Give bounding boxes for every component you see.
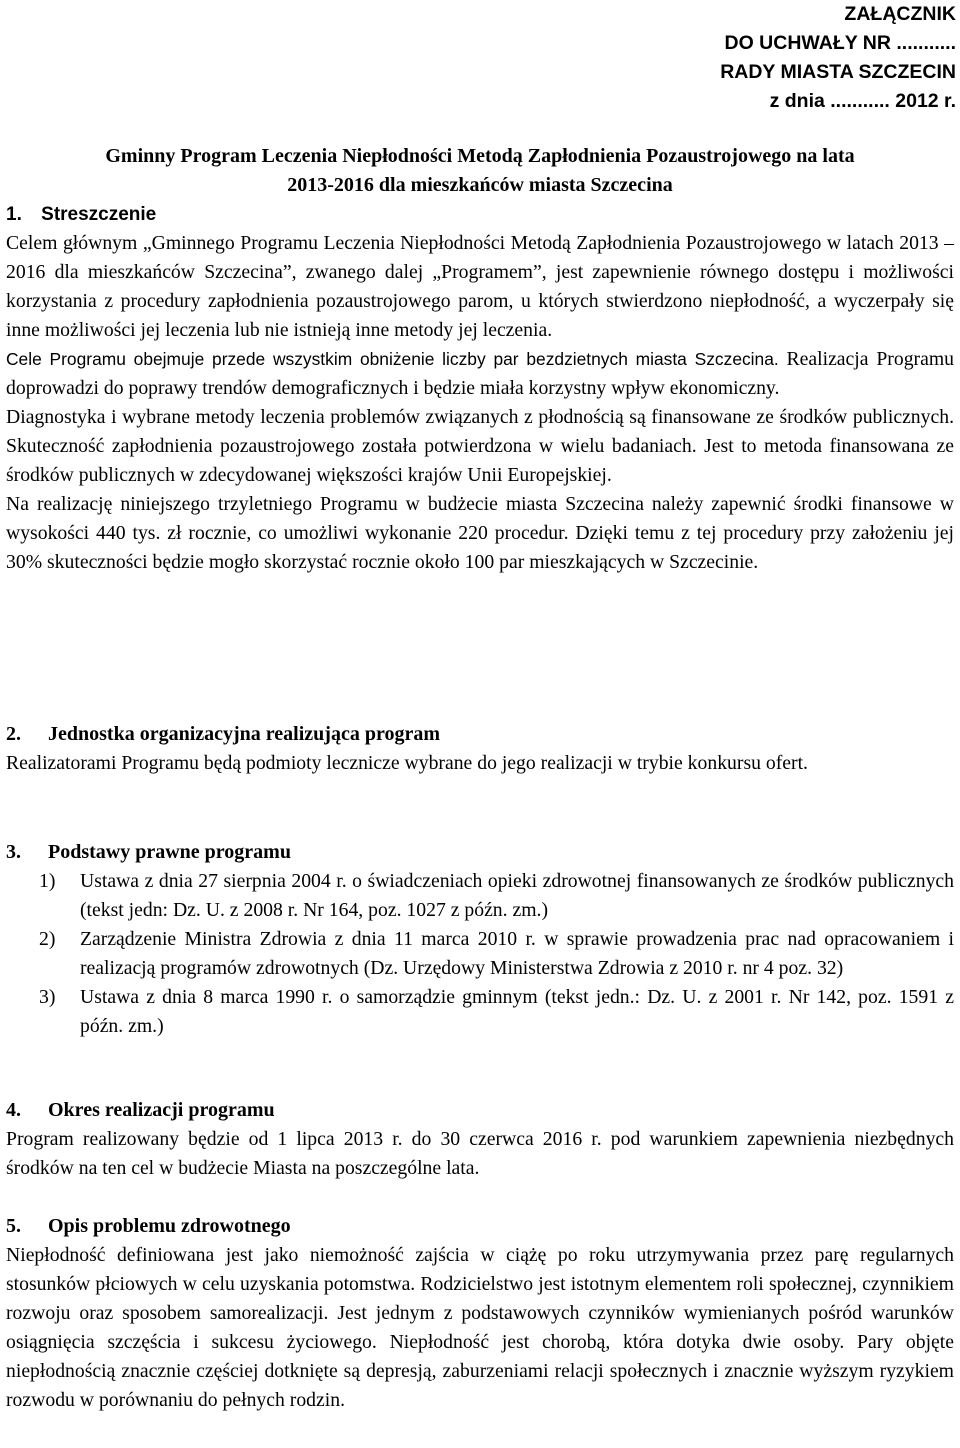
paragraph: Na realizację niniejszego trzyletniego Programu w budżecie miasta Szczecina należy zapewnić środki finansowe w wysokości 440 tys. zł rocznie, co umożliwi wykonanie 220 procedur. Dzięki temu z tej procedury przy założeniu jej 30% skuteczności będzie mogło skorzystać rocznie około 100 par mieszkających w Szczecinie. — [6, 493, 954, 573]
section-number: 3. — [6, 841, 21, 863]
document-title-line-2: 2013-2016 dla mieszkańców miasta Szczecina — [287, 174, 673, 196]
paragraph-sentence: Realizacja Programu doprowadzi do poprawy trendów demograficznych i będzie miała korzystny wpływ ekonomiczny. — [6, 348, 954, 399]
list-item-number: 3) — [39, 986, 56, 1008]
list-item-number: 2) — [39, 928, 56, 950]
section-number: 5. — [6, 1215, 21, 1237]
paragraph — [6, 403, 954, 490]
paragraph: Realizatorami Programu będą podmioty lecznicze wybrane do jego realizacji w trybie konkursu ofert. — [6, 752, 808, 774]
section-heading — [6, 200, 954, 229]
list-item — [6, 867, 954, 925]
section-implementation-period — [6, 1096, 954, 1183]
section-heading — [6, 838, 954, 867]
document-title-line-1: Gminny Program Leczenia Niepłodności Metodą Zapłodnienia Pozaustrojowego na lata — [105, 145, 855, 167]
header-line-attachment: ZAŁĄCZNIK — [844, 3, 956, 25]
list-item — [6, 983, 954, 1041]
paragraph-sentence: Cele Programu obejmuje przede wszystkim obniżenie liczby par bezdzietnych miasta Szczecina. — [6, 349, 779, 369]
paragraph: Niepłodność definiowana jest jako niemożność zajścia w ciążę po roku utrzymywania przez parę regularnych stosunków płciowych w celu uzyskania potomstwa. Rodzicielstwo jest istotnym elementem roli społecznej, czynnikiem rozwoju oraz sposobem samorealizacji. Jest jednym z podstawowych czynników wymienianych pośród warunków osiągnięcia szczęścia i sukcesu życiowego. Niepłodność jest chorobą, która dotyka dwie osoby. Pary objęte niepłodnością znacznie częściej dotknięte są depresją, zaburzeniami relacji społecznych i znacznie wyższym ryzykiem rozwodu w porównaniu do pełnych rodzin. — [6, 1244, 954, 1411]
section-number: 2. — [6, 723, 21, 745]
header-line-council: RADY MIASTA SZCZECIN — [720, 61, 956, 83]
list-item-number: 1) — [39, 870, 56, 892]
section-summary — [6, 200, 954, 577]
section-heading — [6, 720, 954, 749]
header-line-resolution: DO UCHWAŁY NR ........... — [724, 32, 956, 54]
paragraph: Program realizowany będzie od 1 lipca 2013 r. do 30 czerwca 2016 r. pod warunkiem zapewnienia niezbędnych środków na ten cel w budżecie Miasta na poszczególne lata. — [6, 1128, 954, 1179]
list-item-text: Ustawa z dnia 27 sierpnia 2004 r. o świadczeniach opieki zdrowotnej finansowanych ze środków publicznych (tekst jedn: Dz. U. z 2008 r. Nr 164, poz. 1027 z późn. zm.) — [80, 870, 954, 921]
paragraph-sentence: Skuteczność zapłodnienia pozaustrojowego została potwierdzona w wielu badaniach. Jest to metoda finansowana ze środków publicznych w zdecydowanej większości krajów Unii Europejskiej. — [6, 435, 954, 486]
document-title — [0, 142, 960, 200]
paragraph — [6, 345, 954, 403]
section-title: Podstawy prawne programu — [48, 841, 291, 863]
section-heading — [6, 1096, 954, 1125]
list-item-text: Zarządzenie Ministra Zdrowia z dnia 11 marca 2010 r. w sprawie prowadzenia prac nad opracowaniem i realizacją programów zdrowotnych (Dz. Urzędowy Ministerstwa Zdrowia z 2010 r. nr 4 poz. 32) — [80, 928, 954, 979]
list-item-text: Ustawa z dnia 8 marca 1990 r. o samorządzie gminnym (tekst jedn.: Dz. U. z 2001 r. Nr 142, poz. 1591 z późn. zm.) — [80, 986, 954, 1037]
section-title: Opis problemu zdrowotnego — [48, 1215, 291, 1237]
paragraph-sentence: Diagnostyka i wybrane metody leczenia problemów związanych z płodnością są finansowane ze środków publicznych. — [6, 406, 954, 428]
paragraph: Celem głównym „Gminnego Programu Leczenia Niepłodności Metodą Zapłodnienia Pozaustrojowego w latach 2013 – 2016 dla mieszkańców Szczecina”, zwanego dalej „Programem”, jest zapewnienie równego dostępu i możliwości korzystania z procedury zapłodnienia pozaustrojowego parom, u których stwierdzono niepłodność, a wyczerpały się inne możliwości jej leczenia lub nie istnieją inne metody jej leczenia. — [6, 232, 954, 341]
section-health-problem — [6, 1212, 954, 1415]
section-title: Okres realizacji programu — [48, 1099, 275, 1121]
section-implementing-unit — [6, 720, 954, 778]
attachment-header — [0, 0, 956, 116]
section-legal-basis — [6, 838, 954, 1041]
section-heading — [6, 1212, 954, 1241]
section-title: Streszczenie — [41, 204, 157, 225]
section-title: Jednostka organizacyjna realizująca program — [48, 723, 441, 745]
list-item — [6, 925, 954, 983]
section-number: 1. — [6, 204, 22, 225]
legal-basis-list — [6, 867, 954, 1041]
section-number: 4. — [6, 1099, 21, 1121]
header-line-date: z dnia ........... 2012 r. — [769, 90, 956, 112]
